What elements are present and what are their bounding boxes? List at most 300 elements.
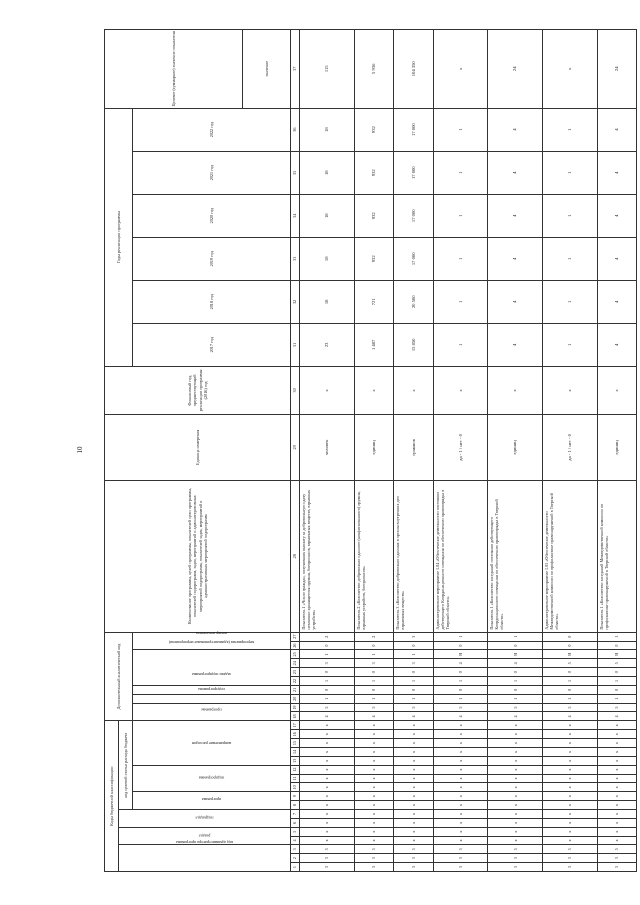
code-cell: 0 <box>542 668 597 677</box>
code-cell: х <box>394 818 433 827</box>
code-cell: 3 <box>300 854 355 863</box>
code-cell: х <box>542 765 597 774</box>
row-year-value: 4 <box>488 280 543 323</box>
code-cell: 1 <box>597 694 636 703</box>
code-cell: х <box>597 836 636 845</box>
header-admin-code: код администратора программы <box>119 845 291 872</box>
column-number: 36 <box>291 108 300 151</box>
code-cell: х <box>597 774 636 783</box>
code-cell: 1 <box>542 677 597 686</box>
code-cell: 3 <box>597 863 636 872</box>
column-number: 13 <box>291 756 300 765</box>
code-cell: х <box>542 721 597 730</box>
code-cell: 0 <box>300 685 355 694</box>
row-year-value: 4 <box>488 194 543 237</box>
code-cell: х <box>433 818 488 827</box>
row-year-value: 20 500 <box>394 280 433 323</box>
code-cell: 1 <box>542 694 597 703</box>
code-cell: 2 <box>354 632 393 641</box>
column-number: 28 <box>291 480 300 632</box>
code-cell: 1 <box>394 694 433 703</box>
code-cell: х <box>433 783 488 792</box>
code-cell: 1 <box>597 632 636 641</box>
code-cell: Я <box>433 650 488 659</box>
code-cell: 5 <box>433 845 488 854</box>
code-cell: 4 <box>542 712 597 721</box>
code-cell: х <box>300 774 355 783</box>
row-year-value: 932 <box>354 151 393 194</box>
row-year-value: 18 <box>300 194 355 237</box>
code-cell: 0 <box>488 641 543 650</box>
code-cell: х <box>433 721 488 730</box>
code-cell: х <box>433 792 488 801</box>
code-cell: х <box>542 739 597 748</box>
header-indicator-number: номер показателя <box>133 632 291 650</box>
code-cell: 2 <box>300 632 355 641</box>
code-cell: 4 <box>488 659 543 668</box>
code-cell: 3 <box>394 854 433 863</box>
table-row <box>433 30 488 872</box>
column-number: 30 <box>291 366 300 414</box>
header-year-6: 2022 год <box>133 108 291 151</box>
column-number: 7 <box>291 809 300 818</box>
row-fin-year: х <box>597 366 636 414</box>
row-year-value: 1 <box>542 194 597 237</box>
code-cell: 5 <box>542 659 597 668</box>
row-year-value: 15 850 <box>394 323 433 366</box>
code-cell: х <box>300 818 355 827</box>
code-cell: х <box>394 747 433 756</box>
column-numbers-row <box>291 30 300 872</box>
code-cell: 0 <box>542 632 597 641</box>
code-cell: 0 <box>433 668 488 677</box>
code-cell: х <box>488 721 543 730</box>
code-cell: х <box>597 756 636 765</box>
code-cell: х <box>542 801 597 810</box>
code-cell: х <box>300 730 355 739</box>
code-cell: 4 <box>433 712 488 721</box>
code-cell: х <box>394 836 433 845</box>
code-cell: х <box>300 801 355 810</box>
code-cell: х <box>597 765 636 774</box>
header-measure-type: мероприятия (административные мероприятия) <box>133 650 291 685</box>
row-year-value: 1 <box>542 237 597 280</box>
code-cell: 1 <box>433 632 488 641</box>
code-cell: х <box>300 792 355 801</box>
code-cell: 5 <box>597 703 636 712</box>
column-number: 3 <box>291 845 300 854</box>
code-cell: х <box>394 739 433 748</box>
row-year-value: 4 <box>597 323 636 366</box>
column-number: 10 <box>291 783 300 792</box>
code-cell: х <box>597 783 636 792</box>
header-name: Наименование программы, целей программы, показателей цели программы, показателей подпрограмм, задач, мероприятий и административных мероприятий подпрограмм, показателей задач, мероприятий и административных мероприятий подпрограмм <box>105 480 291 632</box>
column-number: 21 <box>291 685 300 694</box>
table-row <box>394 30 433 872</box>
code-cell: х <box>354 774 393 783</box>
row-target: 24 <box>597 30 636 109</box>
code-cell: 3 <box>354 854 393 863</box>
column-number: 16 <box>291 730 300 739</box>
code-cell: х <box>488 747 543 756</box>
code-cell: х <box>597 792 636 801</box>
header-goal-subprogram: подпрограммы <box>133 694 291 703</box>
code-cell: х <box>597 818 636 827</box>
code-cell: х <box>354 721 393 730</box>
row-year-value: 1 <box>433 194 488 237</box>
code-cell: х <box>597 809 636 818</box>
column-number: 24 <box>291 659 300 668</box>
code-cell: 1 <box>354 650 393 659</box>
code-cell: 3 <box>433 863 488 872</box>
column-number: 6 <box>291 818 300 827</box>
column-number: 20 <box>291 694 300 703</box>
header-goal-program: программы <box>133 703 291 721</box>
row-fin-year: х <box>300 366 355 414</box>
code-cell: Я <box>488 650 543 659</box>
code-cell: х <box>542 836 597 845</box>
row-unit: да - 1 / нет - 0 <box>542 414 597 480</box>
code-cell: х <box>354 756 393 765</box>
column-number: 23 <box>291 668 300 677</box>
code-cell: х <box>433 739 488 748</box>
row-name: Показатель 3 «Количество добровольно сданных в органы внутренних дел взрывчатых веществ» <box>394 480 433 632</box>
row-year-value: 4 <box>488 108 543 151</box>
row-year-value: 23 <box>300 323 355 366</box>
code-cell: х <box>354 818 393 827</box>
code-cell: х <box>542 792 597 801</box>
row-year-value: 4 <box>597 237 636 280</box>
code-cell: 0 <box>433 685 488 694</box>
column-number: 37 <box>291 30 300 109</box>
code-cell: 5 <box>488 703 543 712</box>
row-year-value: 1 487 <box>354 323 393 366</box>
code-cell: 0 <box>488 685 543 694</box>
code-cell: 0 <box>488 668 543 677</box>
code-cell: 0 <box>542 685 597 694</box>
code-cell: х <box>433 765 488 774</box>
code-cell: х <box>488 818 543 827</box>
code-cell: х <box>488 774 543 783</box>
code-cell: х <box>597 827 636 836</box>
table-row <box>354 30 393 872</box>
code-cell: х <box>300 721 355 730</box>
table-row <box>597 30 636 872</box>
row-year-value: 1 <box>433 323 488 366</box>
row-year-value: 4 <box>597 151 636 194</box>
page-number: 10 <box>76 446 84 454</box>
column-number: 27 <box>291 632 300 641</box>
code-cell: 5 <box>300 845 355 854</box>
header-years-group: Годы реализации программы <box>105 108 133 366</box>
row-fin-year: х <box>394 366 433 414</box>
code-cell: х <box>542 809 597 818</box>
code-cell: х <box>354 827 393 836</box>
row-target: 104 350 <box>394 30 433 109</box>
column-number: 5 <box>291 827 300 836</box>
code-cell: х <box>300 809 355 818</box>
code-cell: х <box>394 765 433 774</box>
header-year-2: 2018 год <box>133 280 291 323</box>
code-cell: 0 <box>354 641 393 650</box>
column-number: 14 <box>291 747 300 756</box>
table-row <box>488 30 543 872</box>
program-indicators-table <box>104 29 637 872</box>
code-cell: 5 <box>542 703 597 712</box>
row-unit: единиц <box>488 414 543 480</box>
header-row-1 <box>105 30 119 872</box>
row-year-value: 721 <box>354 280 393 323</box>
header-target-value: Целевое (суммарное) значение показателя <box>105 30 243 109</box>
row-name: Административное мероприятие 1.05 «Обеспечение деятельности Межведомственной комиссии по профилактике правонарушений в Тверской области» <box>542 480 597 632</box>
column-number: 8 <box>291 801 300 810</box>
code-cell: 1 <box>488 694 543 703</box>
row-year-value: 4 <box>597 194 636 237</box>
row-year-value: 1 <box>433 108 488 151</box>
column-number: 19 <box>291 703 300 712</box>
code-cell: 3 <box>488 854 543 863</box>
row-year-value: 1 <box>542 323 597 366</box>
code-cell: х <box>394 783 433 792</box>
row-year-value: 1 <box>542 280 597 323</box>
row-year-value: 4 <box>488 151 543 194</box>
code-cell: 1 <box>433 694 488 703</box>
code-cell: х <box>542 730 597 739</box>
code-cell: 0 <box>433 641 488 650</box>
code-cell: х <box>300 836 355 845</box>
row-year-value: 4 <box>597 280 636 323</box>
row-year-value: 1 <box>542 108 597 151</box>
column-number: 25 <box>291 650 300 659</box>
row-name: Показатель 2 «Количество добровольно сданного (конфискованного) оружия, взрывных устройств, боеприпасов» <box>354 480 393 632</box>
code-cell: х <box>354 809 393 818</box>
column-number: 33 <box>291 237 300 280</box>
code-cell: х <box>394 827 433 836</box>
code-cell: 4 <box>394 712 433 721</box>
column-number: 31 <box>291 323 300 366</box>
row-target: 115 <box>300 30 355 109</box>
row-year-value: 18 <box>300 151 355 194</box>
code-cell: 4 <box>354 712 393 721</box>
column-number: 4 <box>291 836 300 845</box>
column-number: 26 <box>291 641 300 650</box>
column-number: 2 <box>291 854 300 863</box>
table-row <box>300 30 355 872</box>
row-year-value: 1 <box>433 151 488 194</box>
code-cell: х <box>597 730 636 739</box>
code-cell: х <box>597 739 636 748</box>
code-cell: х <box>488 827 543 836</box>
code-cell: 5 <box>394 703 433 712</box>
row-name: Показатель 1 «Число граждан, получивших выплату за добровольную сдачу незаконно хранящегося оружия, боеприпасов, взрывчатых веществ, взрывных устройств» <box>300 480 355 632</box>
code-cell: х <box>597 801 636 810</box>
code-cell: х <box>542 783 597 792</box>
code-cell: х <box>433 836 488 845</box>
code-cell: 3 <box>542 854 597 863</box>
code-cell: 1 <box>488 632 543 641</box>
code-cell: 0 <box>542 641 597 650</box>
code-cell: 0 <box>597 685 636 694</box>
code-cell: х <box>354 801 393 810</box>
code-cell: х <box>394 756 433 765</box>
code-cell: 3 <box>394 659 433 668</box>
code-cell: х <box>394 730 433 739</box>
table-row <box>542 30 597 872</box>
code-cell: х <box>433 774 488 783</box>
row-fin-year: х <box>354 366 393 414</box>
code-cell: х <box>597 747 636 756</box>
code-cell: 1 <box>597 677 636 686</box>
row-unit: единиц <box>597 414 636 480</box>
header-fin-year: Финансовый год, предшествующий реализации программы (2016) год <box>105 366 291 414</box>
code-cell: х <box>433 730 488 739</box>
code-cell: х <box>542 756 597 765</box>
code-cell: х <box>354 747 393 756</box>
code-cell: х <box>488 783 543 792</box>
code-cell: 1 <box>300 694 355 703</box>
code-cell: 3 <box>433 854 488 863</box>
code-cell: 5 <box>597 845 636 854</box>
row-year-value: 932 <box>354 237 393 280</box>
header-year-3: 2019 год <box>133 237 291 280</box>
code-cell: 1 <box>300 650 355 659</box>
code-cell: 5 <box>354 703 393 712</box>
column-number: 35 <box>291 151 300 194</box>
code-cell: х <box>354 792 393 801</box>
header-year-5: 2021 год <box>133 151 291 194</box>
header-subprogram: подпрограмма <box>133 765 291 792</box>
code-cell: х <box>488 765 543 774</box>
code-cell: х <box>488 801 543 810</box>
row-year-value: 1 <box>542 151 597 194</box>
header-subsection: подраздел <box>119 809 291 827</box>
code-cell: х <box>394 792 433 801</box>
column-number: 15 <box>291 739 300 748</box>
header-program: программа <box>133 792 291 810</box>
rotated-table-container <box>104 29 637 872</box>
code-cell: 0 <box>597 641 636 650</box>
header-budget-codes: Коды бюджетной классификации <box>105 721 119 872</box>
row-fin-year: х <box>542 366 597 414</box>
row-year-value: 18 <box>300 237 355 280</box>
row-year-value: 17 000 <box>394 151 433 194</box>
code-cell: х <box>300 783 355 792</box>
code-cell: х <box>433 756 488 765</box>
row-target: х <box>433 30 488 109</box>
code-cell: х <box>300 739 355 748</box>
code-cell: х <box>433 827 488 836</box>
header-chapter: раздел <box>119 827 291 845</box>
code-cell: х <box>542 747 597 756</box>
code-cell: 1 <box>488 677 543 686</box>
row-year-value: 1 <box>433 237 488 280</box>
code-cell: 3 <box>354 659 393 668</box>
code-cell: 1 <box>433 677 488 686</box>
code-cell: х <box>354 765 393 774</box>
column-number: 34 <box>291 194 300 237</box>
row-year-value: 17 000 <box>394 194 433 237</box>
header-target-code: код целевой статьи расхода бюджета <box>119 721 133 810</box>
header-additional-code: Дополнительный аналитический код <box>105 632 133 721</box>
code-cell: 1 <box>354 677 393 686</box>
row-year-value: 17 000 <box>394 108 433 151</box>
header-year-4: 2020 год <box>133 194 291 237</box>
code-cell: 0 <box>354 685 393 694</box>
code-cell: 1 <box>394 650 433 659</box>
code-cell: х <box>542 774 597 783</box>
code-cell: 5 <box>433 703 488 712</box>
code-cell: 1 <box>354 694 393 703</box>
code-cell: 4 <box>597 712 636 721</box>
row-year-value: 17 000 <box>394 237 433 280</box>
row-fin-year: х <box>488 366 543 414</box>
code-cell: Я <box>597 650 636 659</box>
code-cell: 0 <box>300 668 355 677</box>
code-cell: х <box>394 721 433 730</box>
code-cell: х <box>394 801 433 810</box>
code-cell: 3 <box>394 632 433 641</box>
row-year-value: 4 <box>488 237 543 280</box>
code-cell: 4 <box>488 712 543 721</box>
code-cell: 0 <box>394 641 433 650</box>
code-cell: 5 <box>300 703 355 712</box>
code-cell: х <box>433 809 488 818</box>
code-cell: х <box>542 827 597 836</box>
column-number: 9 <box>291 792 300 801</box>
code-cell: х <box>433 747 488 756</box>
row-year-value: 4 <box>488 323 543 366</box>
row-name: Показатель 1 «Количество заседаний постоянно действующего Координационного совещания по обеспечению правопорядка в Тверской области» <box>488 480 543 632</box>
code-cell: 1 <box>394 677 433 686</box>
column-number: 18 <box>291 712 300 721</box>
code-cell: х <box>354 739 393 748</box>
code-cell: х <box>488 836 543 845</box>
row-name: Административное мероприятие 1.04 «Обеспечение деятельности постоянно действующего Координационного совещания по обеспечению правопорядка в Тверской области» <box>433 480 488 632</box>
code-cell: х <box>394 774 433 783</box>
column-number: 1 <box>291 863 300 872</box>
row-year-value: 4 <box>597 108 636 151</box>
row-year-value: 932 <box>354 108 393 151</box>
code-cell: 3 <box>300 659 355 668</box>
code-cell: 0 <box>394 685 433 694</box>
row-year-value: 18 <box>300 108 355 151</box>
code-cell: 5 <box>394 845 433 854</box>
code-cell: 5 <box>597 659 636 668</box>
column-number: 29 <box>291 414 300 480</box>
code-cell: х <box>542 818 597 827</box>
column-number: 32 <box>291 280 300 323</box>
row-year-value: 1 <box>433 280 488 323</box>
code-cell: 3 <box>542 863 597 872</box>
code-cell: 0 <box>394 668 433 677</box>
row-target: х <box>542 30 597 109</box>
code-cell: 3 <box>488 863 543 872</box>
column-number: 22 <box>291 677 300 686</box>
row-unit: человек <box>300 414 355 480</box>
row-unit: да - 1 / нет - 0 <box>433 414 488 480</box>
code-cell: 0 <box>300 641 355 650</box>
code-cell: х <box>300 756 355 765</box>
code-cell: х <box>433 801 488 810</box>
code-cell: х <box>488 756 543 765</box>
row-name: Показатель 1 «Количество заседаний Межведомственной комиссии по профилактике правонарушений в Тверской области» <box>597 480 636 632</box>
header-year-1: 2017 год <box>133 323 291 366</box>
code-cell: х <box>488 792 543 801</box>
row-target: 24 <box>488 30 543 109</box>
column-number: 17 <box>291 721 300 730</box>
code-cell: Я <box>542 650 597 659</box>
code-cell: 3 <box>597 854 636 863</box>
